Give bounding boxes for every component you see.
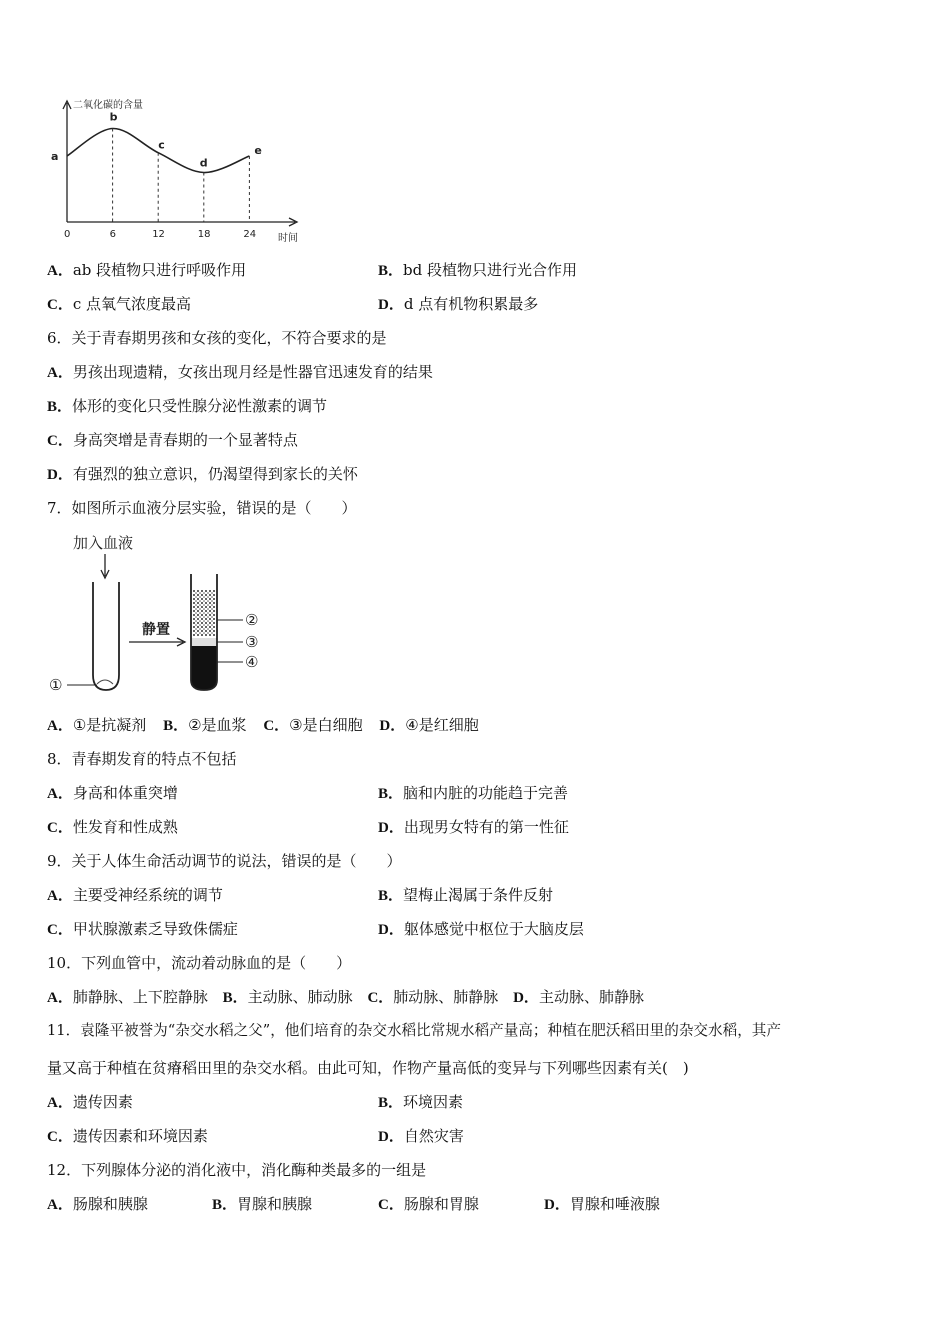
x-tick-6: 6: [109, 229, 116, 240]
letter-c: C．: [367, 990, 394, 1006]
letter-c: C．: [378, 1197, 404, 1213]
buffy-layer: [191, 638, 217, 646]
x-axis-label: 时间: [278, 233, 298, 244]
q11-stem-line1: 11．袁隆平被誉为“杂交水稻之父”，他们培育的杂交水稻比常规水稻产量高；种植在肥沃稻田里的杂交水稻，其产: [47, 1022, 781, 1039]
letter-d: D．: [378, 922, 404, 938]
q8-option-c: [47, 817, 178, 838]
point-label-a: a: [51, 150, 59, 163]
letter-c: C．: [47, 820, 73, 836]
letter-c: C．: [47, 297, 73, 313]
point-label-d: d: [199, 156, 208, 170]
q9-stem: 9．关于人体生命活动调节的说法，错误的是（ ）: [47, 852, 402, 870]
letter-b: B．: [378, 1095, 404, 1111]
co2-time-chart: [40, 95, 320, 250]
q9-b-text: 望梅止渴属于条件反射: [403, 886, 554, 904]
letter-a: A．: [47, 990, 73, 1006]
x-tick-18: 18: [197, 229, 211, 240]
q5-option-a: [47, 260, 246, 281]
q12-option-a: [47, 1194, 148, 1215]
mark-2: ②: [245, 611, 259, 629]
q6-b-text: 体形的变化只受性腺分泌性激素的调节: [72, 397, 328, 415]
q10-a-text: 肺静脉、上下腔静脉: [72, 988, 208, 1006]
mark-3: ③: [245, 633, 259, 651]
q11-a-text: 遗传因素: [72, 1093, 133, 1111]
q6-option-d: [47, 464, 358, 485]
q8-option-b: [378, 783, 568, 804]
q9-option-b: [378, 885, 553, 906]
add-blood-label: 加入血液: [73, 534, 134, 552]
q8-d-text: 出现男女特有的第一性征: [403, 818, 569, 836]
q8-b-text: 脑和内脏的功能趋于完善: [403, 784, 569, 802]
q7-c-text: ③是白细胞: [289, 716, 363, 734]
letter-a: A．: [47, 786, 73, 802]
q5-b-text: bd 段植物只进行光合作用: [403, 261, 577, 279]
letter-a: A．: [47, 1197, 73, 1213]
letter-c: C．: [47, 1129, 73, 1145]
blood-layering-figure: [45, 530, 285, 700]
q7-options: [47, 715, 479, 736]
q6-stem: 6．关于青春期男孩和女孩的变化，不符合要求的是: [47, 329, 387, 347]
tube-left: [93, 582, 119, 690]
x-tick-0: 0: [64, 229, 71, 240]
letter-b: B．: [378, 263, 404, 279]
q12-c-text: 肠腺和胃腺: [403, 1195, 479, 1213]
q12-d-text: 胃腺和唾液腺: [569, 1195, 660, 1213]
q6-a-text: 男孩出现遗精，女孩出现月经是性器官迅速发育的结果: [72, 363, 433, 381]
q12-b-text: 胃腺和胰腺: [237, 1195, 313, 1213]
letter-a: A．: [47, 1095, 73, 1111]
q11-option-b: [378, 1092, 463, 1113]
q8-option-d: [378, 817, 569, 838]
q7-d-text: ④是红细胞: [405, 716, 479, 734]
q6-option-c: [47, 430, 298, 451]
settle-label: 静置: [142, 622, 170, 638]
q9-option-c: [47, 919, 238, 940]
q6-c-text: 身高突增是青春期的一个显著特点: [72, 431, 298, 449]
letter-b: B．: [378, 888, 404, 904]
q7-a-text: ①是抗凝剂: [72, 716, 147, 734]
q8-a-text: 身高和体重突增: [72, 784, 178, 802]
letter-d: D．: [379, 718, 406, 734]
letter-a: A．: [47, 365, 73, 381]
q9-a-text: 主要受神经系统的调节: [72, 886, 223, 904]
q5-option-b: [378, 260, 577, 281]
letter-b: B．: [163, 718, 189, 734]
letter-d: D．: [378, 1129, 404, 1145]
letter-b: B．: [378, 786, 404, 802]
q11-option-c: [47, 1126, 208, 1147]
letter-d: D．: [513, 990, 539, 1006]
q8-c-text: 性发育和性成熟: [72, 818, 178, 836]
q12-option-c: [378, 1194, 479, 1215]
q11-d-text: 自然灾害: [403, 1127, 464, 1145]
q11-stem-line2: 量又高于种植在贫瘠稻田里的杂交水稻。由此可知，作物产量高低的变异与下列哪些因素有关( ): [47, 1059, 689, 1077]
q6-option-b: [47, 396, 327, 417]
point-label-e: e: [254, 144, 262, 157]
q11-c-text: 遗传因素和环境因素: [72, 1127, 208, 1145]
q10-d-text: 主动脉、肺静脉: [538, 988, 644, 1006]
letter-a: A．: [47, 888, 73, 904]
q5-a-text: ab 段植物只进行呼吸作用: [72, 261, 247, 279]
x-tick-12: 12: [152, 229, 165, 240]
q6-d-text: 有强烈的独立意识，仍渴望得到家长的关怀: [72, 465, 358, 483]
letter-b: B．: [222, 990, 248, 1006]
q11-b-text: 环境因素: [403, 1093, 464, 1111]
q12-stem: 12．下列腺体分泌的消化液中，消化酶种类最多的一组是: [47, 1161, 427, 1179]
q9-d-text: 躯体感觉中枢位于大脑皮层: [403, 920, 584, 938]
q10-stem: 10．下列血管中，流动着动脉血的是（ ）: [47, 954, 352, 972]
q7-b-text: ②是血浆: [188, 716, 247, 734]
q12-a-text: 肠腺和胰腺: [72, 1195, 148, 1213]
q5-option-d: [378, 294, 538, 315]
letter-d: D．: [378, 820, 404, 836]
letter-a: A．: [47, 718, 73, 734]
letter-d: D．: [47, 467, 73, 483]
letter-d: D．: [378, 297, 404, 313]
q9-c-text: 甲状腺激素乏导致侏儒症: [72, 920, 238, 938]
q12-option-b: [212, 1194, 312, 1215]
letter-b: B．: [47, 399, 73, 415]
q5-option-c: [47, 294, 191, 315]
q11-option-a: [47, 1092, 133, 1113]
q10-options: [47, 987, 644, 1008]
point-label-c: c: [158, 138, 165, 152]
y-axis-label: 二氧化碳的含量: [73, 100, 143, 111]
q10-c-text: 肺动脉、肺静脉: [393, 988, 499, 1006]
q11-option-d: [378, 1126, 464, 1147]
q6-option-a: [47, 362, 433, 383]
x-tick-24: 24: [243, 229, 257, 240]
letter-b: B．: [212, 1197, 238, 1213]
plasma-texture: [193, 590, 215, 636]
q7-stem: 7．如图所示血液分层实验，错误的是（ ）: [47, 499, 357, 517]
mark-4: ④: [245, 653, 259, 671]
letter-c: C．: [47, 433, 73, 449]
letter-c: C．: [263, 718, 290, 734]
point-label-b: b: [109, 110, 118, 124]
letter-a: A．: [47, 263, 73, 279]
q8-option-a: [47, 783, 178, 804]
letter-d: D．: [544, 1197, 570, 1213]
q5-c-text: c 点氧气浓度最高: [72, 295, 192, 313]
rbc-layer: [191, 646, 217, 690]
q9-option-a: [47, 885, 223, 906]
q8-stem: 8．青春期发育的特点不包括: [47, 750, 237, 768]
q5-d-text: d 点有机物积累最多: [403, 295, 539, 313]
q10-b-text: 主动脉、肺动脉: [247, 988, 353, 1006]
q9-option-d: [378, 919, 584, 940]
letter-c: C．: [47, 922, 73, 938]
anticoagulant-drop: [97, 680, 113, 684]
q12-option-d: [544, 1194, 660, 1215]
mark-1: ①: [49, 676, 63, 694]
